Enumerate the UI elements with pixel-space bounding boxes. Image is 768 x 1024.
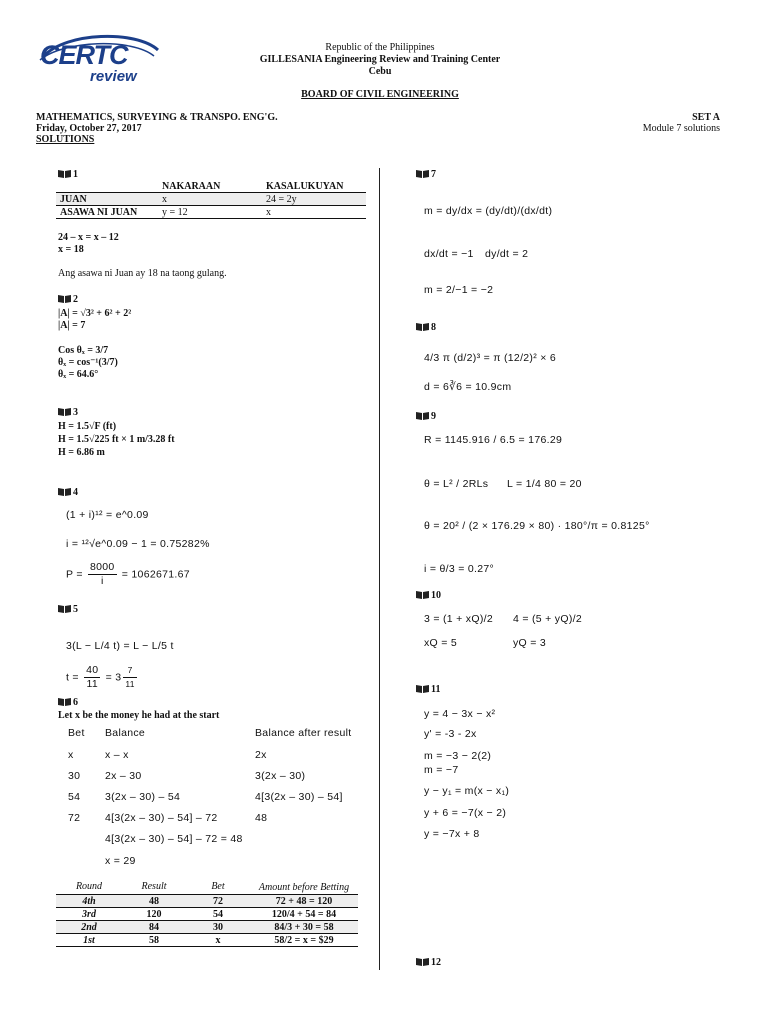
- problem-2-heading: 2: [58, 294, 78, 305]
- p6-r2-after: 4[3(2x – 30) – 54]: [255, 791, 343, 803]
- t2-head-result: Result: [141, 881, 167, 892]
- row-name: JUAN: [60, 193, 87, 205]
- col-nakaraan: NAKARAAN: [162, 180, 221, 192]
- p2-l3: Cos θₓ = 3/7: [58, 345, 109, 356]
- p6-r3-after: 48: [255, 812, 268, 824]
- header-city: Cebu: [368, 66, 392, 77]
- t2-round: 4th: [82, 895, 96, 907]
- p5-l1: 3(L − L/4 t) = L − L/5 t: [66, 640, 174, 652]
- meta-set: SET A: [692, 112, 720, 123]
- header-board: BOARD OF CIVIL ENGINEERING: [301, 89, 459, 100]
- row-a: x: [162, 193, 167, 205]
- p6-r3-bet: 72: [68, 812, 81, 824]
- meta-date: Friday, October 27, 2017: [36, 123, 142, 134]
- p10-l1b: 4 = (5 + yQ)/2: [513, 613, 582, 625]
- p4-l2: i = ¹²√e^0.09 − 1 = 0.75282%: [66, 538, 210, 550]
- p4-l3: P = $\frac{8000}{i}$ = 1062671.67: [66, 561, 190, 587]
- p4-l1: (1 + i)¹² = e^0.09: [66, 509, 149, 521]
- t2-result: 48: [149, 895, 159, 907]
- book-icon: [58, 698, 71, 706]
- p10-l2a: xQ = 5: [424, 637, 458, 649]
- p2-l2: |A| = 7: [58, 320, 86, 331]
- t2-bet: 54: [213, 908, 223, 920]
- problem-1-table: [56, 180, 366, 219]
- row-b: 24 = 2y: [266, 193, 297, 205]
- p8-l1: 4/3 π (d/2)³ = π (12/2)² × 6: [424, 352, 557, 364]
- t2-head-bet: Bet: [211, 881, 225, 892]
- t2-head-amount: Amount before Betting: [258, 882, 350, 893]
- book-icon: [58, 488, 71, 496]
- t2-amount: 72 + 48 = 120: [275, 895, 333, 907]
- meta-subject: MATHEMATICS, SURVEYING & TRANSPO. ENG'G.: [36, 112, 278, 123]
- col-kasalukuyan: KASALUKUYAN: [266, 180, 344, 192]
- book-icon: [416, 591, 429, 599]
- p6-r1-after: 3(2x – 30): [255, 770, 306, 782]
- logo-sub-text: review: [90, 68, 137, 85]
- p6-r1-bet: 30: [68, 770, 81, 782]
- p9-l4: i = θ/3 = 0.27°: [424, 563, 494, 575]
- header-republic: Republic of the Philippines: [325, 42, 435, 53]
- p8-l2: d = 6∛6 = 10.9cm: [424, 381, 512, 393]
- p11-l5: y − y₁ = m(x − x₁): [424, 785, 510, 797]
- book-icon: [58, 170, 71, 178]
- problem-4-heading: 4: [58, 487, 78, 498]
- row-a: y = 12: [162, 206, 188, 218]
- t2-amount: 120/4 + 54 = 84: [271, 908, 337, 920]
- p6-head-bet: Bet: [68, 727, 85, 739]
- book-icon: [416, 323, 429, 331]
- book-icon: [416, 412, 429, 420]
- p6-r2-bal: 3(2x – 30) – 54: [105, 791, 181, 803]
- problem-9-heading: 9: [416, 411, 436, 422]
- p6-intro: Let x be the money he had at the start: [58, 710, 220, 721]
- p11-l6: y + 6 = −7(x − 2): [424, 807, 507, 819]
- p11-l7: y = −7x + 8: [424, 828, 480, 840]
- problem-3-heading: 3: [58, 407, 78, 418]
- p6-r3-bal: 4[3(2x – 30) – 54] – 72: [105, 812, 218, 824]
- p6-extra1: 4[3(2x – 30) – 54] – 72 = 48: [105, 833, 243, 845]
- t2-result: 84: [149, 921, 159, 933]
- book-icon: [58, 408, 71, 416]
- column-divider: [379, 168, 380, 970]
- problem-11-heading: 11: [416, 684, 440, 695]
- book-icon: [58, 295, 71, 303]
- book-icon: [416, 958, 429, 966]
- p10-l2b: yQ = 3: [513, 637, 547, 649]
- meta-solutions: SOLUTIONS: [36, 134, 95, 145]
- meta-module: Module 7 solutions: [642, 123, 720, 134]
- p6-round-table: [56, 881, 358, 947]
- p1-eq2: x = 18: [58, 244, 84, 255]
- p9-l2b: L = 1/4 80 = 20: [507, 478, 582, 490]
- p6-extra2: x = 29: [105, 855, 136, 867]
- logo-main-text: CERTC: [40, 40, 128, 70]
- p2-l1: |A| = √3² + 6² + 2²: [58, 308, 132, 319]
- p11-l4: m = −7: [424, 764, 459, 776]
- p1-answer: Ang asawa ni Juan ay 18 na taong gulang.: [58, 268, 227, 279]
- row-name: ASAWA NI JUAN: [60, 206, 138, 218]
- problem-5-heading: 5: [58, 604, 78, 615]
- problem-7-heading: 7: [416, 169, 436, 180]
- header-center: GILLESANIA Engineering Review and Training Center: [259, 54, 501, 65]
- p5-l2: t = $\frac{40}{11}$ = 3 $\frac{7}{11}$: [66, 664, 135, 690]
- p7-l1: m = dy/dx = (dy/dt)/(dx/dt): [424, 205, 553, 217]
- p10-l1a: 3 = (1 + xQ)/2: [424, 613, 493, 625]
- t2-round: 1st: [83, 934, 95, 946]
- p6-r1-bal: 2x – 30: [105, 770, 142, 782]
- p6-head-after: Balance after result: [255, 727, 352, 739]
- p6-r0-bal: x – x: [105, 749, 129, 761]
- p6-head-balance: Balance: [105, 727, 146, 739]
- p11-l1: y = 4 − 3x − x²: [424, 708, 496, 720]
- problem-8-heading: 8: [416, 322, 436, 333]
- problem-12-heading: 12: [416, 957, 441, 968]
- problem-1-heading: 1: [58, 169, 78, 180]
- t2-amount: 84/3 + 30 = 58: [274, 921, 334, 933]
- problem-6-heading: 6: [58, 697, 78, 708]
- p2-l4: θₓ = cos⁻¹(3/7): [58, 357, 118, 368]
- row-b: x: [266, 206, 271, 218]
- problem-10-heading: 10: [416, 590, 441, 601]
- t2-bet: 30: [213, 921, 223, 933]
- p11-l2: y' = -3 - 2x: [424, 728, 477, 740]
- p3-l3: H = 6.86 m: [58, 447, 105, 458]
- p2-l5: θₓ = 64.6°: [58, 369, 99, 380]
- p9-l1: R = 1145.916 / 6.5 = 176.29: [424, 434, 563, 446]
- p3-l1: H = 1.5√F (ft): [58, 421, 117, 432]
- t2-result: 120: [146, 908, 162, 920]
- p7-l2b: dy/dt = 2: [485, 248, 529, 260]
- p7-l3: m = 2/−1 = −2: [424, 284, 494, 296]
- t2-bet: x: [215, 934, 221, 946]
- book-icon: [416, 685, 429, 693]
- book-icon: [58, 605, 71, 613]
- t2-round: 2nd: [81, 921, 97, 933]
- p7-l2a: dx/dt = −1: [424, 248, 474, 260]
- p6-r0-after: 2x: [255, 749, 267, 761]
- book-icon: [416, 170, 429, 178]
- t2-result: 58: [149, 934, 159, 946]
- p6-r0-bet: x: [68, 749, 74, 761]
- p3-l2: H = 1.5√225 ft × 1 m/3.28 ft: [58, 434, 175, 445]
- p6-r2-bet: 54: [68, 791, 81, 803]
- t2-amount: 58/2 = x = $29: [274, 934, 334, 946]
- p11-l3: m = −3 − 2(2): [424, 750, 492, 762]
- t2-head-round: Round: [75, 881, 103, 892]
- p9-l2a: θ = L² / 2RLs: [424, 478, 489, 490]
- p1-eq1: 24 – x = x – 12: [58, 232, 119, 243]
- t2-bet: 72: [213, 895, 223, 907]
- p9-l3: θ = 20² / (2 × 176.29 × 80) · 180°/π = 0.8125°: [424, 520, 650, 532]
- t2-round: 3rd: [82, 908, 96, 920]
